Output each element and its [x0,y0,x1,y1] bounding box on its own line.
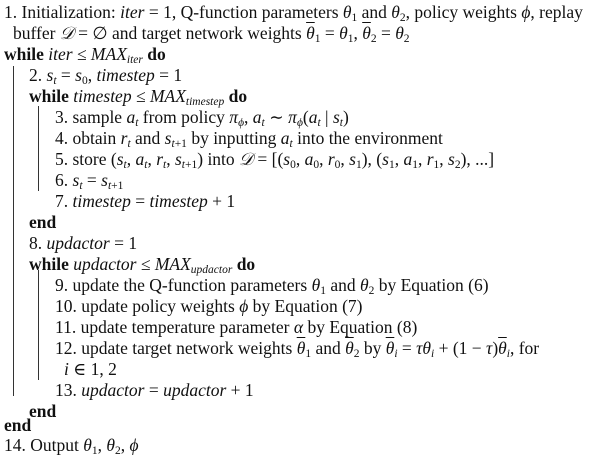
algo-line-8: 8. updactor = 1 [29,233,138,253]
algo-line-12: 12. update target network weights $\overline{\theta}_1$ and $\overline{\theta}_2$ by $\overline{\theta}_i = \tau\theta_i + (1 - \tau)\overline{\theta}_i$, for [55,338,540,360]
algo-line-13: 13. updactor = updactor + 1 [55,380,254,400]
end-iter-loop: end [4,415,32,435]
algo-line-5: 5. store ($s_t$, $a_t$, $r_t$, $s_{t+1}$) into 𝒟 = [($s_0$, $a_0$, $r_0$, $s_1$), ($s_1$, $a_1$, $r_1$, $s_2$), ...] [55,149,495,171]
algo-line-9: 9. update the Q-function parameters $\theta_1$ and $\theta_2$ by Equation (6) [55,275,489,297]
algo-line-12-cont: i ∈ 1, 2 [64,359,117,379]
algo-line-3: 3. sample $a_t$ from policy $\pi_\phi$, $a_t$ ∼ $\pi_\phi(a_t$ | $s_t$) [55,107,349,129]
while-timestep-line: while timestep ≤ $MAX_{timestep}$ do [29,86,248,108]
algo-line-4: 4. obtain $r_t$ and $s_{t+1}$ by inputting $a_t$ into the environment [55,128,443,150]
algo-line-1: 1. Initialization: iter = 1, Q-function parameters $\theta_1$ and $\theta_2$, policy weights ϕ, replay [4,2,583,24]
timestep-loop-bar [38,106,39,191]
algo-line-14: 14. Output $\theta_1$, $\theta_2$, ϕ [4,435,139,457]
algo-line-7: 7. timestep = timestep + 1 [55,191,236,211]
algo-line-2: 2. $s_t = s_0$, timestep = 1 [29,65,183,87]
outer-loop-bar [13,66,14,396]
while-iter-line: while iter ≤ $MAX_{iter}$ do [4,44,166,66]
algo-line-6: 6. $s_t = s_{t+1}$ [55,170,124,192]
algo-line-11: 11. update temperature parameter α by Equation (8) [55,317,418,337]
while-updactor-line: while updactor ≤ $MAX_{updactor}$ do [29,254,256,276]
updactor-loop-bar [38,270,39,380]
end-updactor-loop: end [29,401,57,421]
algo-line-1-cont: buffer 𝒟 = ∅ and target network weights $\overline{\theta}_1 = \theta_1$, $\overline{\theta}_2 = \theta_2$ [13,23,410,45]
algo-line-10: 10. update policy weights ϕ by Equation (7) [55,296,363,316]
end-timestep-loop: end [29,212,57,232]
